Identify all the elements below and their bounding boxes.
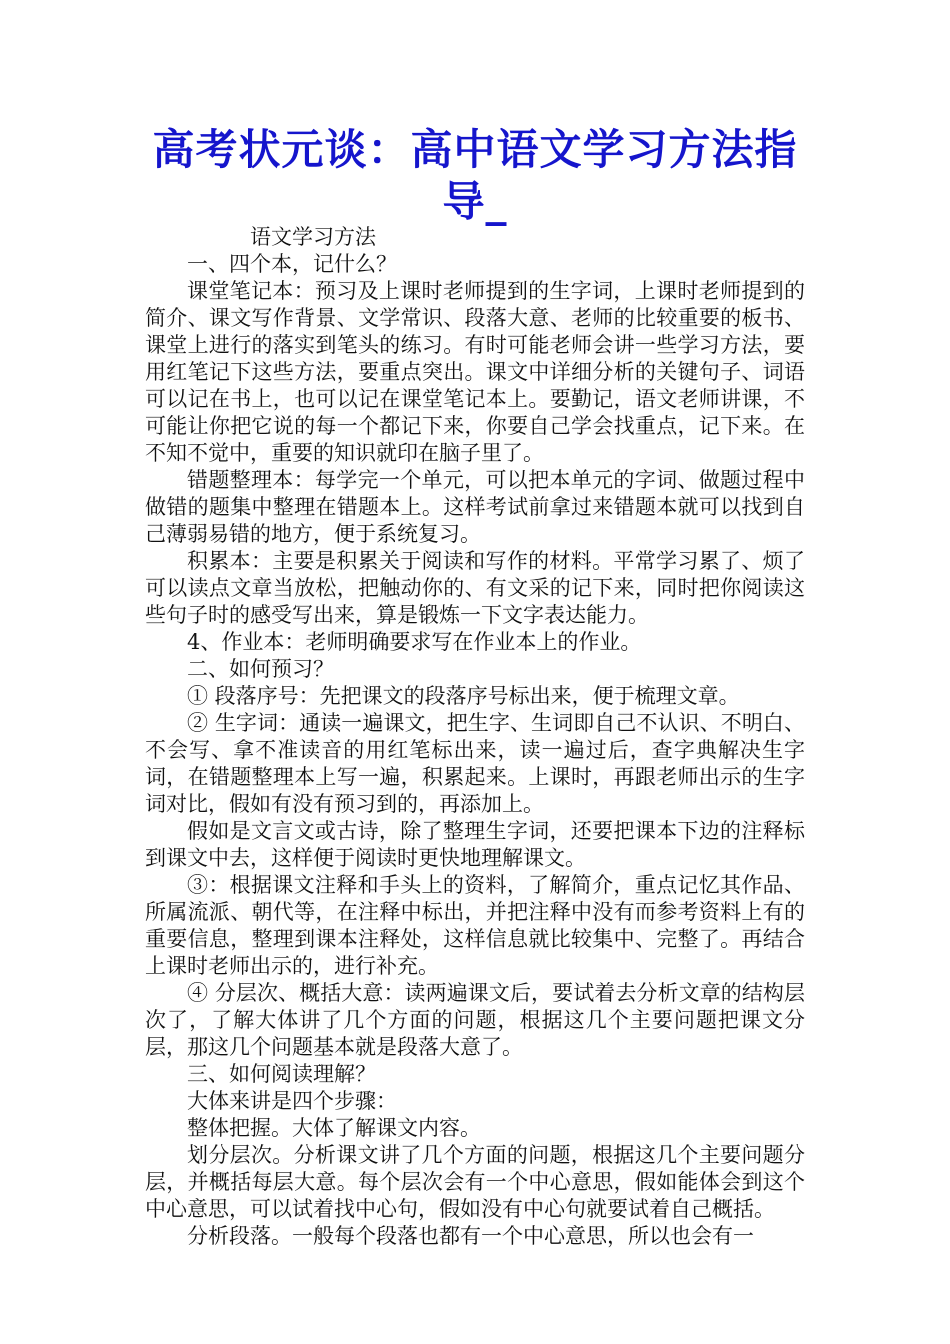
paragraph-annotations: ③：根据课文注释和手头上的资料，了解简介，重点记忆其作品、所属流派、朝代等，在注释中标出，并把注释中没有而参考资料上有的重要信息，整理到课本注释处，这样信息就比较集中、完整了。再结合上课时老师出示的，进行补充。	[145, 873, 805, 978]
section-heading-reading: 三、如何阅读理解？	[187, 1062, 376, 1086]
paragraph-divide-layers: 划分层次。分析课文讲了几个方面的问题，根据这几个主要问题分层，并概括每层大意。每个层次会有一个中心意思，假如能体会到这个中心意思，可以试着找中心句，假如没有中心句就要试着自己概括。	[145, 1143, 805, 1221]
paragraph-analyze-paragraphs: 分析段落。一般每个段落也都有一个中心意思，所以也会有一	[187, 1224, 754, 1248]
paragraph-class-notes: 课堂笔记本：预习及上课时老师提到的生字词，上课时老师提到的简介、课文写作背景、文学常识、段落大意、老师的比较重要的板书、课堂上进行的落实到笔头的练习。有时可能老师会讲一些学习方法，要用红笔记下这些方法，要重点突出。课文中详细分析的关键句子、词语可以记在书上，也可以记在课堂笔记本上。要勤记，语文老师讲课，不可能让你把它说的每一个都记下来，你要自己学会找重点，记下来。在不知不觉中，重要的知识就印在脑子里了。	[145, 279, 805, 465]
paragraph-classical-texts: 假如是文言文或古诗，除了整理生字词，还要把课本下边的注释标到课文中去，这样便于阅读时更快地理解课文。	[145, 819, 805, 870]
document-title: 高考状元谈：高中语文学习方法指导_	[152, 125, 798, 226]
paragraph-overall-grasp: 整体把握。大体了解课文内容。	[187, 1116, 481, 1140]
document-body	[145, 224, 805, 1250]
paragraph-paragraph-numbers: ① 段落序号：先把课文的段落序号标出来，便于梳理文章。	[187, 684, 740, 708]
paragraph-homework-notebook: 4、作业本：老师明确要求写在作业本上的作业。	[187, 630, 642, 654]
paragraph-error-notebook: 错题整理本：每学完一个单元，可以把本单元的字词、做题过程中做错的题集中整理在错题本上。这样考试前拿过来错题本就可以找到自己薄弱易错的地方，便于系统复习。	[145, 468, 805, 546]
section-subtitle: 语文学习方法	[250, 225, 376, 249]
paragraph-new-words: ② 生字词：通读一遍课文，把生字、生词即自己不认识、不明白、不会写、拿不准读音的用红笔标出来，读一遍过后，查字典解决生字词，在错题整理本上写一遍，积累起来。上课时，再跟老师出示的生字词对比，假如有没有预习到的，再添加上。	[145, 711, 805, 816]
section-heading-notebooks: 一、四个本，记什么？	[187, 252, 397, 276]
section-heading-preview: 二、如何预习？	[187, 657, 334, 681]
paragraph-four-steps: 大体来讲是四个步骤：	[187, 1089, 397, 1113]
paragraph-structure: ④ 分层次、概括大意：读两遍课文后，要试着去分析文章的结构层次了，了解大体讲了几个方面的问题，根据这几个主要问题把课文分层，那这几个问题基本就是段落大意了。	[145, 981, 805, 1059]
paragraph-accumulation-notebook: 积累本：主要是积累关于阅读和写作的材料。平常学习累了、烦了可以读点文章当放松，把触动你的、有文采的记下来，同时把你阅读这些句子时的感受写出来，算是锻炼一下文字表达能力。	[145, 549, 805, 627]
